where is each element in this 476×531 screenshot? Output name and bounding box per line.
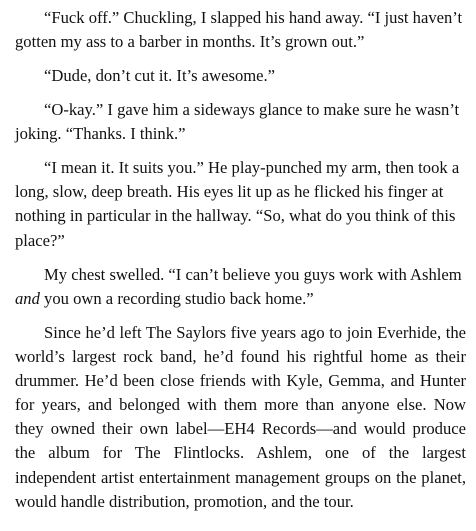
paragraph-3: “O-kay.” I gave him a sideways glance to make sure he wasn’t joking. “Thanks. I think.” [15,100,460,144]
paragraph-6: Since he’d left The Saylors five years ago to join Everhide, the world’s largest rock band, he’d found his rightful home as their drummer. He’d been close friends with Kyle, Gemma, and Hunter for years, and belonged with them more than anyone else. Now they owned their own label—EH4 Records—and would produce the album for The Flintlocks. Ashlem, one of the largest independent artist entertainment management groups on the planet, would handle distribution, promotion, and the tour. [15,322,466,511]
paragraph-5-emphasis: and [15,288,40,308]
paragraph-4: “I mean it. It suits you.” He play-punched my arm, then took a long, slow, deep breath. His eyes lit up as he flicked his finger at nothing in particular in the hallway. “So, what do you think of this place?” [15,158,460,250]
paragraph-2: “Dude, don’t cut it. It’s awesome.” [44,66,276,86]
paragraph-1: “Fuck off.” Chuckling, I slapped his hand away. “I just haven’t gotten my ass to a barber in months. It’s grown out.” [15,8,463,52]
paragraph-5 [15,263,466,311]
paragraph-5-after: you own a recording studio back home.” [39,288,314,308]
paragraph-5-before: My chest swelled. “I can’t believe you guys work with Ashlem [44,264,462,284]
